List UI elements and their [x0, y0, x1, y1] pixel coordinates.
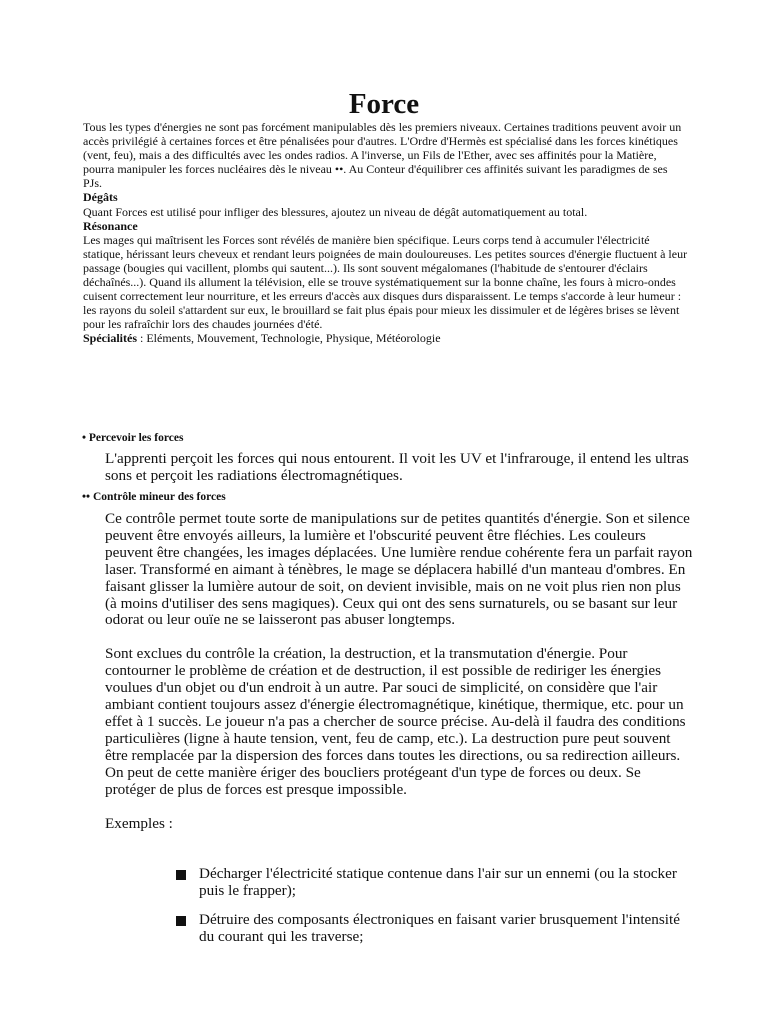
level-2-body [105, 511, 695, 832]
level-1-dots: • [82, 432, 87, 444]
square-bullet-icon [176, 870, 186, 880]
resonance-paragraph: Les mages qui maîtrisent les Forces sont révélés de manière bien spécifique. Leurs corps tend à accumuler l'électricité statique, hérissant leurs cheveux et rendant leurs poignées de main douloureuses. Les petites sources d'énergie fluctuent à leur passage (bougies qui vacillent, plombs qui sautent...). Ils sont souvent mégalomanes (l'habitude de s'entourer d'éclairs déchaînés...). Quand ils allument la télévision, elle se trouve systématiquement sur la bonne chaîne, les fours à micro-ondes cuisent correctement leur nourriture, et les erreurs d'accès aux disques durs disparaissent. Le temps s'accorde à leur humeur : les rayons du soleil s'attardent sur eux, le brouillard se fait plus épais pour mieux les dissimuler et de légères brises se lèvent pour les rafraîchir lors des chaudes journées d'été. [83, 232, 688, 332]
level-2-paragraph-1: Ce contrôle permet toute sorte de manipulations sur de petites quantités d'énergie. Son et silence peuvent être envoyés ailleurs, la lumière et l'obscurité peuvent être fléchies. Les couleurs peuvent être changées, les images déplacées. Une lumière rendue cohérente fera un parfait rayon laser. Transformé en aimant à ténèbres, le mage se déplacera habillé d'un manteau d'ombres. En faisant glisser la lumière autour de soit, on devient invisible, mais on ne voit plus rien non plus (à moins d'utiliser des sens magiques). Ceux qui ont des sens surnaturels, ou se basant sur leur odorat ou leur ouïe ne se laisseront pas abuser longtemps. [105, 510, 693, 629]
specialites-line [83, 331, 688, 345]
examples-label: Exemples : [105, 814, 173, 832]
specialites-list: : Eléments, Mouvement, Technologie, Physique, Météorologie [137, 331, 441, 346]
intro-paragraph: Tous les types d'énergies ne sont pas forcément manipulables dès les premiers niveaux. Certaines traditions peuvent avoir un accès privilégié à certaines forces et être pénalisées pour d'autres. L'Ordre d'Hermès est spécialisé dans les forces kinétiques (vent, feu), mais a des difficultés avec les ondes radios. A l'inverse, un Fils de l'Ether, avec ses affinités pour la Matière, pourra manipuler les forces nucléaires dès le niveau ••. Au Conteur d'équilibrer ces affinités suivant les paradigmes de ses PJs. [83, 120, 682, 191]
degats-heading: Dégâts [83, 190, 118, 205]
level-1-name: Percevoir les forces [88, 432, 184, 444]
level-2-paragraph-2: Sont exclues du contrôle la création, la destruction, et la transmutation d'énergie. Pour contourner le problème de création et de destruction, il est possible de rediriger les énergies voulues d'un objet ou d'un endroit à un autre. Par souci de simplicité, on considère que l'air ambiant contient toujours assez d'énergie électromagnétique, kinétique, thermique, etc. pour un effet à 1 succès. Le joueur n'a pas a chercher de source précise. Au-delà il faudra des conditions particulières (ligne à haute tension, vent, feu de camp, etc.). La destruction pure peut souvent être remplacée par la dispersion des forces dans toutes les directions, ou sa redirection ailleurs. On peut de cette manière ériger des boucliers protégeant d'un type de forces ou deux. Se protéger de plus de forces est presque impossible. [105, 645, 686, 798]
level-1-paragraph: L'apprenti perçoit les forces qui nous entourent. Il voit les UV et l'infrarouge, il entend les ultras sons et perçoit les radiations électromagnétiques. [105, 450, 689, 484]
resonance-heading: Résonance [83, 218, 138, 233]
example-text: Décharger l'électricité statique contenue dans l'air sur un ennemi (ou la stocker puis le frapper); [199, 865, 677, 899]
square-bullet-icon [176, 916, 186, 926]
level-1-body [105, 451, 695, 485]
level-1-heading [82, 431, 183, 445]
example-text: Détruire des composants électroniques en faisant varier brusquement l'intensité du courant qui les traverse; [199, 911, 680, 945]
level-2-dots: •• [82, 491, 91, 503]
level-2-heading [82, 490, 226, 504]
page-title: Force [348, 88, 420, 120]
intro-section [83, 120, 688, 346]
degats-paragraph: Quant Forces est utilisé pour infliger des blessures, ajoutez un niveau de dégât automatiquement au total. [83, 204, 588, 219]
level-2-name: Contrôle mineur des forces [92, 491, 226, 503]
specialites-label: Spécialités [83, 331, 137, 346]
